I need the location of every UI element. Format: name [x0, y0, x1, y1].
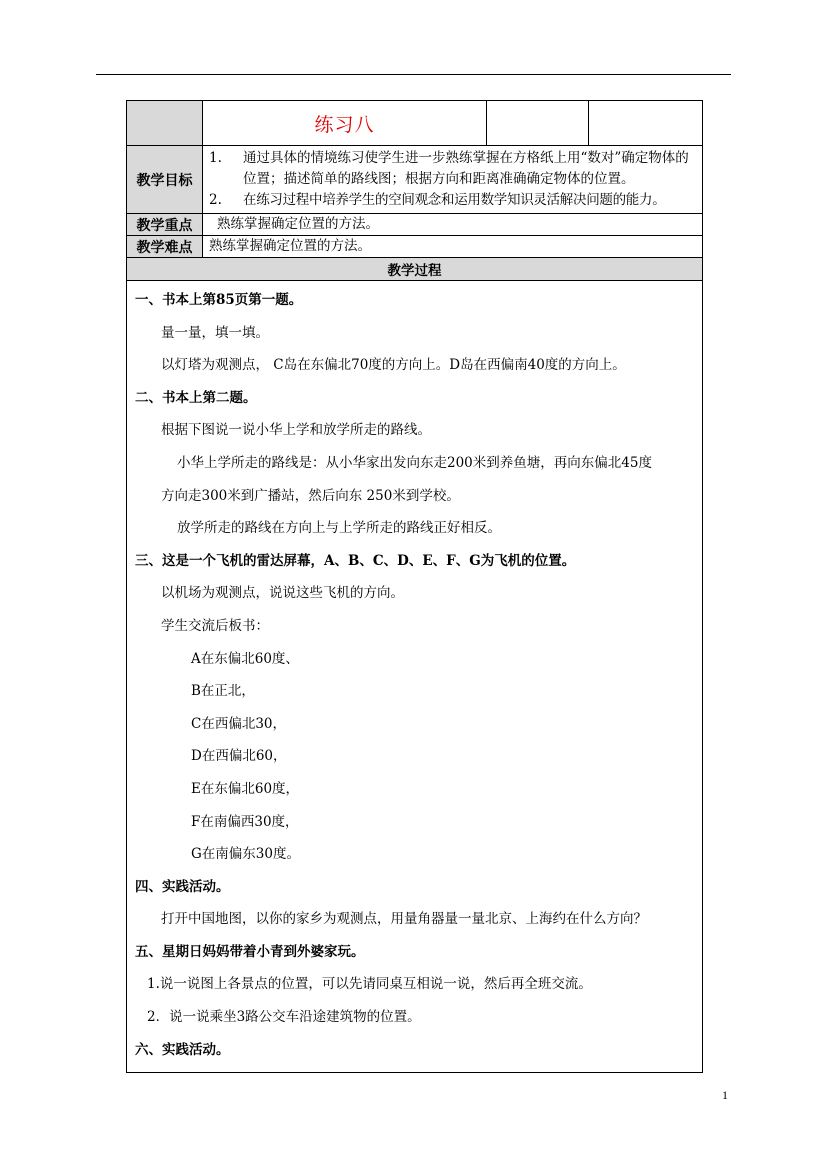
list-item: G在南偏东30度。 [191, 846, 300, 863]
title-row [127, 101, 703, 146]
goal-number: 2. [209, 192, 222, 208]
key-point-text [203, 214, 703, 236]
paragraph: 量一量，填一填。 [161, 324, 269, 341]
goal-text: 在练习过程中培养学生的空间观念和运用数学知识灵活解决问题的能力。 [243, 192, 666, 208]
process-heading-row [127, 258, 703, 281]
blank-cell [589, 101, 703, 146]
difficulty-row [127, 236, 703, 258]
paragraph: 以机场为观测点，说说这些飞机的方向。 [161, 585, 404, 602]
list-item: E在东偏北60度， [191, 780, 300, 797]
goal-number: 1. [209, 150, 222, 166]
header-rule [96, 74, 731, 75]
paragraph: 学生交流后板书： [161, 617, 269, 634]
goal-item [203, 148, 702, 190]
section-heading: 五、星期日妈妈带着小青到外婆家玩。 [135, 943, 365, 960]
difficulty-text [203, 236, 703, 258]
difficulty-value: 熟练掌握确定位置的方法。 [209, 238, 371, 254]
list-item: D在西偏北60， [191, 748, 287, 765]
list-item: B在正北， [191, 683, 255, 700]
goals-label: 教学目标 [127, 146, 203, 214]
paragraph: 根据下图说一说小华上学和放学所走的路线。 [161, 422, 431, 439]
key-point-label: 教学重点 [127, 214, 203, 236]
process-heading: 教学过程 [127, 258, 703, 281]
difficulty-label: 教学难点 [127, 236, 203, 258]
blank-label-cell [127, 101, 203, 146]
section-heading: 四、实践活动。 [135, 878, 230, 895]
key-point-row [127, 214, 703, 236]
goal-item [203, 190, 702, 211]
paragraph: 2．说一说乘坐3路公交车沿途建筑物的位置。 [147, 1009, 421, 1026]
section-heading: 三、这是一个飞机的雷达屏幕，A、B、C、D、E、F、G为飞机的位置。 [135, 552, 576, 569]
section-heading: 二、书本上第二题。 [135, 389, 257, 406]
goal-text: 通过具体的情境练习使学生进一步熟练掌握在方格纸上用“数对”确定物体的位置；描述简单的路线图；根据方向和距离准确确定物体的位置。 [243, 150, 689, 187]
goals-content [203, 146, 703, 214]
list-item: F在南偏西30度， [191, 813, 299, 830]
paragraph: 放学所走的路线在方向上与上学所走的路线正好相反。 [177, 520, 501, 537]
goals-row [127, 146, 703, 214]
section-heading: 六、实践活动。 [135, 1041, 230, 1058]
paragraph: 打开中国地图，以你的家乡为观测点，用量角器量一量北京、上海约在什么方向？ [161, 911, 647, 928]
list-item: C在西偏北30， [191, 715, 287, 732]
list-item: A在东偏北60度、 [191, 650, 299, 667]
paragraph: 1.说一说图上各景点的位置，可以先请同桌互相说一说，然后再全班交流。 [147, 976, 592, 993]
key-point-value: 熟练掌握确定位置的方法。 [217, 216, 379, 232]
paragraph: 小华上学所走的路线是：从小华家出发向东走200米到养鱼塘，再向东偏北45度 [177, 454, 652, 471]
process-content [127, 281, 703, 1073]
paragraph: 以灯塔为观测点， C岛在东偏北70度的方向上。D岛在西偏南40度的方向上。 [161, 357, 626, 374]
blank-cell [487, 101, 589, 146]
lesson-plan-table [126, 100, 703, 1073]
section-heading: 一、书本上第85页第一题。 [135, 292, 303, 308]
lesson-title: 练习八 [203, 101, 487, 146]
process-row [127, 281, 703, 1073]
page-number: 1 [722, 1088, 728, 1102]
paragraph: 方向走300米到广播站，然后向东 250米到学校。 [161, 487, 460, 504]
